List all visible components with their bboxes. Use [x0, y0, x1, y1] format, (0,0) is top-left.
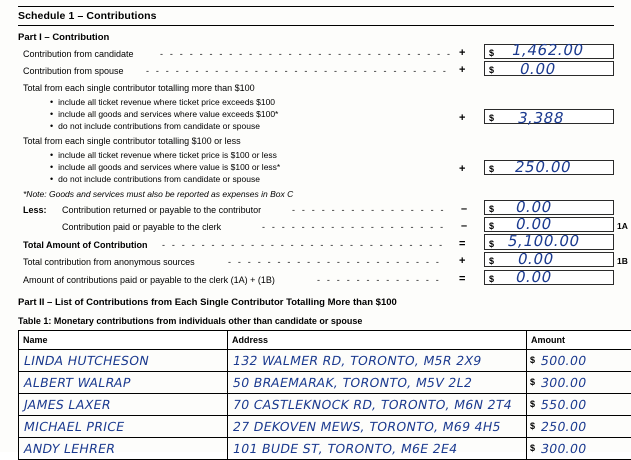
- cell-amount[interactable]: [527, 416, 631, 438]
- operator-plus-5: +: [459, 255, 465, 267]
- amount-value-total-contribution: 5,100.00: [506, 232, 581, 250]
- amount-value-clerk-total: 0.00: [514, 268, 553, 286]
- amount-value-paid-clerk: 0.00: [514, 215, 553, 233]
- amount-value-anonymous: 0.00: [516, 250, 555, 268]
- row-label-candidate: Contribution from candidate: [23, 49, 134, 59]
- contributor-address: 70 CASTLEKNOCK RD, TORONTO, M6N 2T4: [227, 397, 528, 412]
- operator-equals-1: =: [459, 238, 465, 250]
- dollar-sign-2: $: [489, 65, 494, 75]
- bullet-over-100-3: • do not include contributions from candidate or spouse: [50, 121, 260, 131]
- part-1-heading: Part I – Contribution: [18, 32, 109, 43]
- column-header-name: Name: [19, 331, 228, 350]
- dollar-sign-row: $: [530, 377, 535, 387]
- contributions-table: [18, 330, 631, 460]
- amount-value-returned: 0.00: [514, 198, 553, 216]
- cell-name[interactable]: [19, 438, 228, 460]
- goods-services-note: *Note: Goods and services must also be reported as expenses in Box C: [23, 189, 293, 199]
- contributor-address: 101 BUDE ST, TORONTO, M6E 2E4: [227, 441, 528, 456]
- table-row: [19, 350, 631, 372]
- bullet-100-or-less-2: • include all goods and services where value is $100 or less*: [50, 162, 280, 172]
- cell-address[interactable]: [228, 416, 527, 438]
- part-2-heading: Part II – List of Contributions from Each Single Contributor Totalling More than $100: [18, 297, 397, 308]
- row-label-100-or-less: Total from each single contributor totalling $100 or less: [23, 136, 241, 146]
- operator-minus-2: –: [461, 220, 467, 232]
- operator-plus-3: +: [459, 112, 465, 124]
- contributor-amount: 550.00: [526, 397, 631, 412]
- leader-dots-3: - - - - - - - - - - - - - - - -: [292, 205, 452, 215]
- table-row: [19, 416, 631, 438]
- amount-value-spouse: 0.00: [518, 60, 557, 78]
- dollar-sign-8: $: [489, 256, 494, 266]
- tag-1a: 1A: [617, 221, 628, 231]
- row-label-anonymous: Total contribution from anonymous sources: [23, 257, 195, 267]
- contributor-address: 50 BRAEMARAK, TORONTO, M5V 2L2: [227, 375, 528, 390]
- dollar-sign-row: $: [530, 443, 535, 453]
- leader-dots-7: - - - - - - - - - - - - -: [317, 275, 451, 285]
- table-header-row: [19, 331, 631, 350]
- cell-address[interactable]: [228, 438, 527, 460]
- row-label-clerk-total: Amount of contributions paid or payable to the clerk (1A) + (1B): [23, 275, 275, 285]
- cell-name[interactable]: [19, 394, 228, 416]
- cell-name[interactable]: [19, 372, 228, 394]
- column-header-amount: Amount: [527, 331, 631, 350]
- table-1-caption: Table 1: Monetary contributions from individuals other than candidate or spouse: [18, 316, 362, 326]
- leader-dots-1: - - - - - - - - - - - - - - - - - - - - - - - - - - - - - -: [160, 49, 452, 59]
- contributor-name: ALBERT WALRAP: [18, 375, 229, 390]
- bullet-100-or-less-3: • do not include contributions from candidate or spouse: [50, 174, 260, 184]
- contributor-name: LINDA HUTCHESON: [18, 353, 229, 368]
- operator-equals-2: =: [459, 273, 465, 285]
- dollar-sign-6: $: [489, 221, 494, 231]
- contributor-amount: 500.00: [526, 353, 631, 368]
- contributor-name: MICHAEL PRICE: [18, 419, 229, 434]
- dollar-sign-row: $: [530, 355, 535, 365]
- dollar-sign-row: $: [530, 421, 535, 431]
- cell-name[interactable]: [19, 350, 228, 372]
- cell-address[interactable]: [228, 372, 527, 394]
- cell-amount[interactable]: [527, 350, 631, 372]
- table-row: [19, 372, 631, 394]
- amount-value-100-or-less: 250.00: [513, 158, 573, 176]
- dollar-sign-5: $: [489, 204, 494, 214]
- leader-dots-5: - - - - - - - - - - - - - - - - - - - - - - - - - - - - -: [162, 240, 450, 250]
- page-title: Schedule 1 – Contributions: [18, 10, 178, 22]
- contributor-amount: 300.00: [526, 375, 631, 390]
- row-label-total-contribution: Total Amount of Contribution: [23, 240, 147, 250]
- less-label: Less:: [23, 205, 47, 215]
- bullet-over-100-2: • include all goods and services where value exceeds $100*: [50, 109, 278, 119]
- cell-address[interactable]: [228, 394, 527, 416]
- row-label-paid-clerk: Contribution paid or payable to the clerk: [62, 222, 221, 232]
- operator-plus-4: +: [459, 163, 465, 175]
- dollar-sign-4: $: [489, 164, 494, 174]
- cell-address[interactable]: [228, 350, 527, 372]
- amount-value-over-100: 3,388: [516, 109, 565, 127]
- contributor-address: 27 DEKOVEN MEWS, TORONTO, M69 4H5: [227, 419, 528, 434]
- dollar-sign-9: $: [489, 274, 494, 284]
- leader-dots-4: - - - - - - - - - - - - - - - - - - -: [262, 222, 452, 232]
- contributor-amount: 300.00: [526, 441, 631, 456]
- contributor-name: ANDY LEHRER: [18, 441, 229, 456]
- contributor-amount: 250.00: [526, 419, 631, 434]
- table-row: [19, 438, 631, 460]
- row-label-over-100: Total from each single contributor totalling more than $100: [23, 83, 255, 93]
- table-row: [19, 394, 631, 416]
- cell-amount[interactable]: [527, 394, 631, 416]
- operator-minus-1: –: [461, 203, 467, 215]
- leader-dots-2: - - - - - - - - - - - - - - - - - - - - - - - - - - - - - - -: [146, 66, 452, 76]
- bullet-over-100-1: • include all ticket revenue where ticket price exceeds $100: [50, 97, 275, 107]
- dollar-sign-7: $: [489, 239, 494, 249]
- dollar-sign-1: $: [489, 48, 494, 58]
- dollar-sign-3: $: [489, 113, 494, 123]
- bullet-100-or-less-1: • include all ticket revenue where ticket price is $100 or less: [50, 150, 277, 160]
- cell-amount[interactable]: [527, 438, 631, 460]
- column-header-address: Address: [228, 331, 527, 350]
- cell-name[interactable]: [19, 416, 228, 438]
- header-rule-top: [18, 6, 614, 7]
- tag-1b: 1B: [617, 256, 628, 266]
- row-label-returned: Contribution returned or payable to the contributor: [62, 205, 261, 215]
- contributor-address: 132 WALMER RD, TORONTO, M5R 2X9: [227, 353, 528, 368]
- contributor-name: JAMES LAXER: [18, 397, 229, 412]
- cell-amount[interactable]: [527, 372, 631, 394]
- header-rule-bottom: [18, 25, 614, 26]
- operator-plus-1: +: [459, 47, 465, 59]
- row-label-spouse: Contribution from spouse: [23, 66, 124, 76]
- operator-plus-2: +: [459, 64, 465, 76]
- dollar-sign-row: $: [530, 399, 535, 409]
- leader-dots-6: - - - - - - - - - - - - - - - - - - - - - -: [228, 257, 452, 267]
- amount-value-candidate: 1,462.00: [510, 41, 585, 59]
